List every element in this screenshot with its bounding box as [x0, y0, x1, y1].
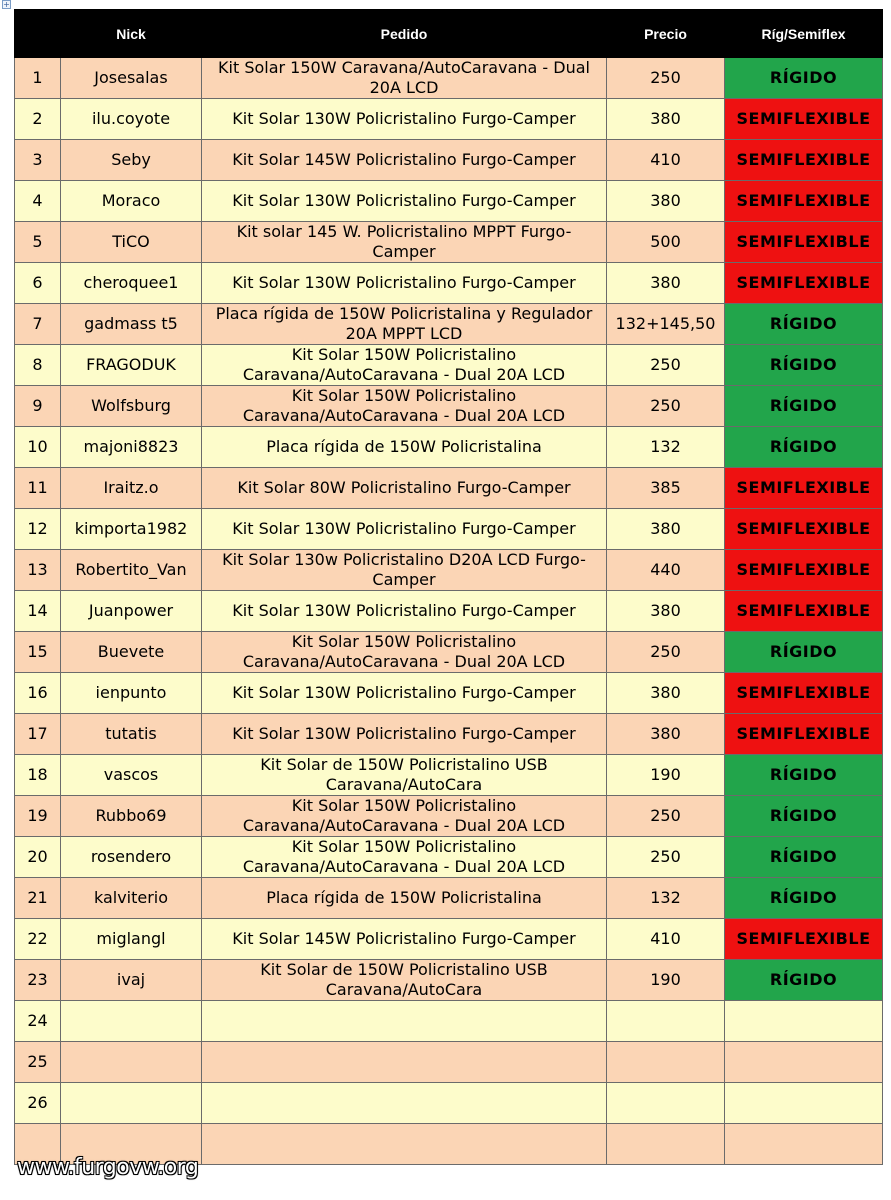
nick-cell[interactable]: FRAGODUK	[61, 345, 202, 386]
table-row	[15, 468, 883, 509]
row-number-cell[interactable]: 26	[15, 1083, 61, 1124]
row-number-cell[interactable]: 15	[15, 632, 61, 673]
row-number-cell[interactable]: 12	[15, 509, 61, 550]
header-pedido: Pedido	[202, 10, 607, 58]
tipo-cell[interactable]: RÍGIDO	[725, 960, 883, 1001]
table-row	[15, 1083, 883, 1124]
row-number-cell[interactable]: 25	[15, 1042, 61, 1083]
row-number-cell[interactable]: 11	[15, 468, 61, 509]
nick-cell[interactable]: Iraitz.o	[61, 468, 202, 509]
nick-cell[interactable]: kimporta1982	[61, 509, 202, 550]
nick-cell[interactable]	[61, 1001, 202, 1042]
precio-cell[interactable]: 380	[607, 673, 725, 714]
nick-cell[interactable]: vascos	[61, 755, 202, 796]
precio-cell[interactable]	[607, 1042, 725, 1083]
precio-cell[interactable]: 380	[607, 181, 725, 222]
nick-cell[interactable]: ivaj	[61, 960, 202, 1001]
precio-cell[interactable]	[607, 1124, 725, 1165]
table-row	[15, 796, 883, 837]
pedido-cell[interactable]: Kit Solar de 150W Policristalino USB Caravana/AutoCara	[202, 755, 607, 796]
orders-table	[14, 9, 883, 1165]
pedido-cell[interactable]: Kit Solar 130w Policristalino D20A LCD Furgo-Camper	[202, 550, 607, 591]
nick-cell[interactable]: Buevete	[61, 632, 202, 673]
tipo-cell[interactable]: SEMIFLEXIBLE	[725, 263, 883, 304]
precio-cell[interactable]: 132	[607, 427, 725, 468]
table-row	[15, 58, 883, 99]
nick-cell[interactable]: Seby	[61, 140, 202, 181]
pedido-cell[interactable]: Kit Solar 150W Policristalino Caravana/AutoCaravana - Dual 20A LCD	[202, 345, 607, 386]
table-row	[15, 304, 883, 345]
row-number-cell[interactable]: 20	[15, 837, 61, 878]
table-row	[15, 99, 883, 140]
tipo-cell[interactable]: RÍGIDO	[725, 837, 883, 878]
tipo-cell[interactable]: RÍGIDO	[725, 345, 883, 386]
precio-cell[interactable]: 250	[607, 632, 725, 673]
nick-cell[interactable]: tutatis	[61, 714, 202, 755]
row-number-cell[interactable]: 1	[15, 58, 61, 99]
nick-cell[interactable]: Robertito_Van	[61, 550, 202, 591]
tipo-cell[interactable]: SEMIFLEXIBLE	[725, 181, 883, 222]
tipo-cell[interactable]: RÍGIDO	[725, 755, 883, 796]
table-header-row	[15, 10, 883, 58]
precio-cell[interactable]: 410	[607, 919, 725, 960]
pedido-cell[interactable]: Kit Solar 145W Policristalino Furgo-Camper	[202, 919, 607, 960]
pedido-cell[interactable]	[202, 1042, 607, 1083]
row-number-cell[interactable]: 5	[15, 222, 61, 263]
tipo-cell[interactable]	[725, 1001, 883, 1042]
header-nick: Nick	[61, 10, 202, 58]
nick-cell[interactable]: majoni8823	[61, 427, 202, 468]
precio-cell[interactable]: 190	[607, 960, 725, 1001]
nick-cell[interactable]: Moraco	[61, 181, 202, 222]
row-number-cell[interactable]: 18	[15, 755, 61, 796]
row-number-cell[interactable]: 13	[15, 550, 61, 591]
table-row	[15, 837, 883, 878]
row-number-cell[interactable]: 24	[15, 1001, 61, 1042]
pedido-cell[interactable]: Placa rígida de 150W Policristalina y Regulador 20A MPPT LCD	[202, 304, 607, 345]
table-row	[15, 673, 883, 714]
pedido-cell[interactable]: Kit Solar 130W Policristalino Furgo-Camper	[202, 509, 607, 550]
nick-cell[interactable]: ienpunto	[61, 673, 202, 714]
tipo-cell[interactable]	[725, 1083, 883, 1124]
table-move-handle-icon[interactable]: +	[3, 0, 10, 9]
row-number-cell[interactable]: 16	[15, 673, 61, 714]
tipo-cell[interactable]: SEMIFLEXIBLE	[725, 222, 883, 263]
table-row	[15, 345, 883, 386]
pedido-cell[interactable]	[202, 1001, 607, 1042]
nick-cell[interactable]: Juanpower	[61, 591, 202, 632]
tipo-cell[interactable]: RÍGIDO	[725, 878, 883, 919]
nick-cell[interactable]	[61, 1042, 202, 1083]
precio-cell[interactable]: 132+145,50	[607, 304, 725, 345]
row-number-cell[interactable]: 14	[15, 591, 61, 632]
nick-cell[interactable]: TiCO	[61, 222, 202, 263]
pedido-cell[interactable]: Placa rígida de 150W Policristalina	[202, 427, 607, 468]
table-row	[15, 427, 883, 468]
pedido-cell[interactable]	[202, 1083, 607, 1124]
tipo-cell[interactable]: RÍGIDO	[725, 386, 883, 427]
nick-cell[interactable]: gadmass t5	[61, 304, 202, 345]
pedido-cell[interactable]: Kit Solar de 150W Policristalino USB Caravana/AutoCara	[202, 960, 607, 1001]
precio-cell[interactable]: 380	[607, 99, 725, 140]
tipo-cell[interactable]: RÍGIDO	[725, 58, 883, 99]
pedido-cell[interactable]: Kit Solar 130W Policristalino Furgo-Camper	[202, 181, 607, 222]
tipo-cell[interactable]: SEMIFLEXIBLE	[725, 140, 883, 181]
pedido-cell[interactable]: Kit Solar 150W Policristalino Caravana/AutoCaravana - Dual 20A LCD	[202, 386, 607, 427]
table-row	[15, 919, 883, 960]
row-number-cell[interactable]: 23	[15, 960, 61, 1001]
nick-cell[interactable]: Wolfsburg	[61, 386, 202, 427]
table-row	[15, 1042, 883, 1083]
precio-cell[interactable]: 250	[607, 837, 725, 878]
row-number-cell[interactable]: 22	[15, 919, 61, 960]
precio-cell[interactable]: 250	[607, 58, 725, 99]
precio-cell[interactable]: 385	[607, 468, 725, 509]
tipo-cell[interactable]	[725, 1042, 883, 1083]
nick-cell[interactable]	[61, 1083, 202, 1124]
table-row	[15, 591, 883, 632]
row-number-cell[interactable]: 4	[15, 181, 61, 222]
pedido-cell[interactable]: Kit Solar 150W Policristalino Caravana/AutoCaravana - Dual 20A LCD	[202, 837, 607, 878]
header-number	[15, 10, 61, 58]
table-row	[15, 386, 883, 427]
tipo-cell[interactable]: RÍGIDO	[725, 632, 883, 673]
pedido-cell[interactable]: Kit Solar 130W Policristalino Furgo-Camper	[202, 99, 607, 140]
row-number-cell[interactable]: 2	[15, 99, 61, 140]
nick-cell[interactable]: cheroquee1	[61, 263, 202, 304]
tipo-cell[interactable]: SEMIFLEXIBLE	[725, 468, 883, 509]
precio-cell[interactable]: 250	[607, 796, 725, 837]
precio-cell[interactable]	[607, 1001, 725, 1042]
table-row	[15, 960, 883, 1001]
row-number-cell[interactable]: 19	[15, 796, 61, 837]
pedido-cell[interactable]: Kit Solar 130W Policristalino Furgo-Camper	[202, 673, 607, 714]
tipo-cell[interactable]	[725, 1124, 883, 1165]
precio-cell[interactable]: 410	[607, 140, 725, 181]
header-precio: Precio	[607, 10, 725, 58]
table-row	[15, 509, 883, 550]
table-row	[15, 140, 883, 181]
nick-cell[interactable]: ilu.coyote	[61, 99, 202, 140]
pedido-cell[interactable]: Kit Solar 80W Policristalino Furgo-Camper	[202, 468, 607, 509]
row-number-cell[interactable]: 3	[15, 140, 61, 181]
tipo-cell[interactable]: SEMIFLEXIBLE	[725, 550, 883, 591]
nick-cell[interactable]: Rubbo69	[61, 796, 202, 837]
table-row	[15, 632, 883, 673]
precio-cell[interactable]: 380	[607, 714, 725, 755]
nick-cell[interactable]: rosendero	[61, 837, 202, 878]
table-row	[15, 1001, 883, 1042]
nick-cell[interactable]: kalviterio	[61, 878, 202, 919]
precio-cell[interactable]: 380	[607, 263, 725, 304]
table-row	[15, 755, 883, 796]
row-number-cell[interactable]: 10	[15, 427, 61, 468]
tipo-cell[interactable]: RÍGIDO	[725, 427, 883, 468]
precio-cell[interactable]: 132	[607, 878, 725, 919]
table-row	[15, 263, 883, 304]
pedido-cell[interactable]: Kit solar 145 W. Policristalino MPPT Furgo-Camper	[202, 222, 607, 263]
pedido-cell[interactable]: Placa rígida de 150W Policristalina	[202, 878, 607, 919]
precio-cell[interactable]: 380	[607, 591, 725, 632]
table-row	[15, 181, 883, 222]
table-row	[15, 714, 883, 755]
precio-cell[interactable]: 250	[607, 345, 725, 386]
pedido-cell[interactable]: Kit Solar 150W Policristalino Caravana/AutoCaravana - Dual 20A LCD	[202, 632, 607, 673]
watermark: www.furgovw.org	[17, 1155, 199, 1180]
pedido-cell[interactable]	[202, 1124, 607, 1165]
pedido-cell[interactable]: Kit Solar 150W Caravana/AutoCaravana - Dual 20A LCD	[202, 58, 607, 99]
pedido-cell[interactable]: Kit Solar 150W Policristalino Caravana/AutoCaravana - Dual 20A LCD	[202, 796, 607, 837]
pedido-cell[interactable]: Kit Solar 130W Policristalino Furgo-Camper	[202, 263, 607, 304]
row-number-cell[interactable]: 8	[15, 345, 61, 386]
precio-cell[interactable]	[607, 1083, 725, 1124]
tipo-cell[interactable]: SEMIFLEXIBLE	[725, 591, 883, 632]
nick-cell[interactable]: miglangl	[61, 919, 202, 960]
precio-cell[interactable]: 250	[607, 386, 725, 427]
row-number-cell[interactable]: 6	[15, 263, 61, 304]
header-rig-semiflex: Ríg/Semiflex	[725, 10, 883, 58]
pedido-cell[interactable]: Kit Solar 130W Policristalino Furgo-Camper	[202, 714, 607, 755]
pedido-cell[interactable]: Kit Solar 130W Policristalino Furgo-Camper	[202, 591, 607, 632]
row-number-cell[interactable]: 9	[15, 386, 61, 427]
row-number-cell[interactable]: 17	[15, 714, 61, 755]
table-row	[15, 878, 883, 919]
nick-cell[interactable]: Josesalas	[61, 58, 202, 99]
row-number-cell[interactable]: 21	[15, 878, 61, 919]
tipo-cell[interactable]: SEMIFLEXIBLE	[725, 714, 883, 755]
tipo-cell[interactable]: SEMIFLEXIBLE	[725, 509, 883, 550]
tipo-cell[interactable]: SEMIFLEXIBLE	[725, 99, 883, 140]
tipo-cell[interactable]: RÍGIDO	[725, 304, 883, 345]
tipo-cell[interactable]: SEMIFLEXIBLE	[725, 919, 883, 960]
precio-cell[interactable]: 190	[607, 755, 725, 796]
table-row	[15, 550, 883, 591]
row-number-cell[interactable]: 7	[15, 304, 61, 345]
tipo-cell[interactable]: RÍGIDO	[725, 796, 883, 837]
tipo-cell[interactable]: SEMIFLEXIBLE	[725, 673, 883, 714]
precio-cell[interactable]: 440	[607, 550, 725, 591]
precio-cell[interactable]: 500	[607, 222, 725, 263]
table-row	[15, 222, 883, 263]
precio-cell[interactable]: 380	[607, 509, 725, 550]
pedido-cell[interactable]: Kit Solar 145W Policristalino Furgo-Camper	[202, 140, 607, 181]
